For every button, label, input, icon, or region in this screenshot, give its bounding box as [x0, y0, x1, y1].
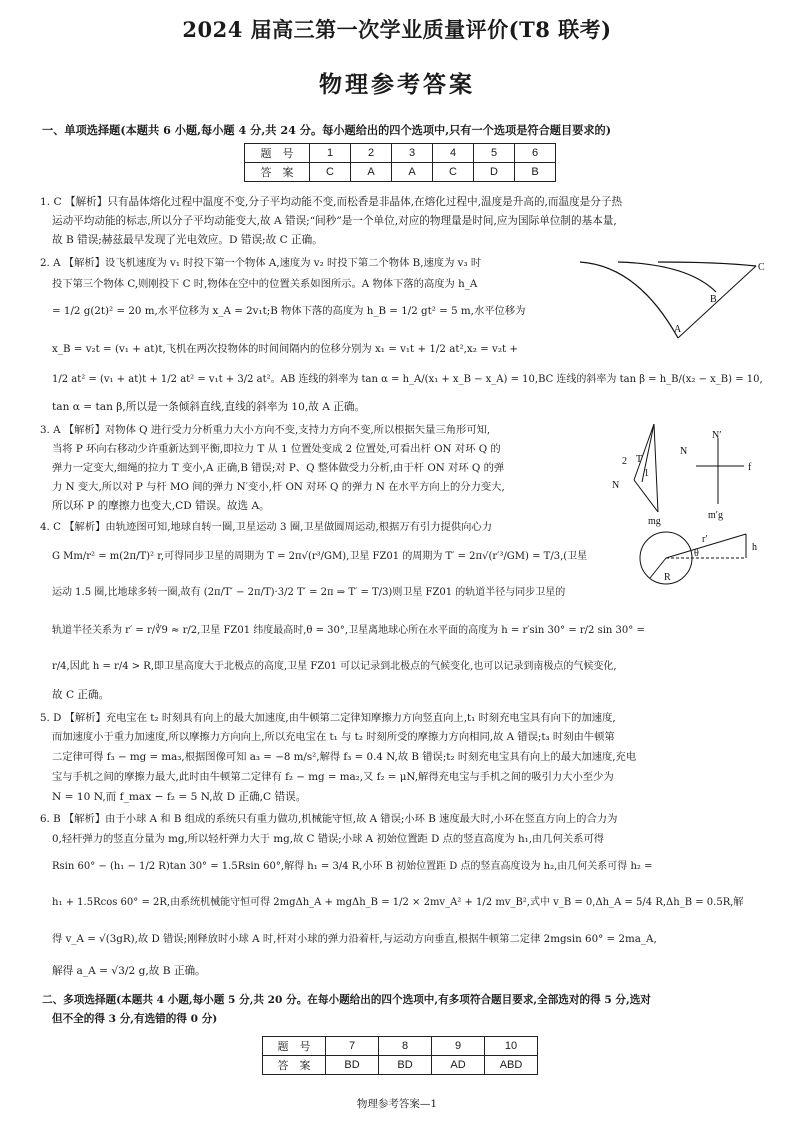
- q6-line: h₁ + 1.5Rcos 60° = 2R,由系统机械能守恒可得 2mgΔh_A + mgΔh_B = 1/2 × 2mv_A² + 1/2 mv_B²,式中 v_B = 0,Δh_A = 5/4 R,Δh_B = 0.5R,解: [52, 897, 744, 908]
- q4-orbit-figure: [636, 526, 766, 588]
- q3-line: 弹力一定变大,细绳的拉力 T 变小,A 正确,B 错误;对 P、Q 整体做受力分析,由于杆 ON 对环 Q 的弹: [52, 462, 505, 474]
- answer-cell: A: [392, 163, 433, 182]
- answer-cell: A: [351, 163, 392, 182]
- answer-title: 物理参考答案: [319, 71, 475, 98]
- fig4-label-theta: θ: [694, 548, 699, 559]
- q6-line: 0,轻杆弹力的竖直分量为 mg,所以轻杆弹力大于 mg,故 C 错误;小球 A 初始位置距 D 点的竖直高度为 h₁,由几何关系可得: [52, 833, 605, 845]
- fig2-label-b: B: [710, 294, 717, 305]
- section1-heading: 一、单项选择题(本题共 6 小题,每小题 4 分,共 24 分。每小题给出的四个选项中,只有一个选项是符合题目要求的): [42, 123, 612, 137]
- q6-line: 解得 a_A = √3/2 g,故 B 正确。: [52, 965, 206, 977]
- q2-line: 投下第三个物体 C,则刚投下 C 时,物体在空中的位置关系如图所示。A 物体下落的高度为 h_A: [52, 278, 478, 290]
- question-number: 7: [326, 1037, 379, 1056]
- fig3-label-t: T: [636, 454, 643, 465]
- answer-table-multi: [262, 1036, 538, 1075]
- answer-cell: C: [433, 163, 474, 182]
- q3-line: 所以环 P 的摩擦力也变大,CD 错误。故选 A。: [52, 500, 270, 512]
- table-row-label-answer: 答 案: [245, 163, 310, 182]
- fig3-label-n-prime: N′: [712, 430, 722, 441]
- answer-cell: D: [474, 163, 515, 182]
- answer-cell: AD: [432, 1056, 485, 1075]
- fig2-label-a: A: [674, 324, 682, 335]
- fig4-label-r-prime: r′: [702, 534, 708, 545]
- q2-line: = 1/2 g(2t)² = 20 m,水平位移为 x_A = 2v₁t;B 物体下落的高度为 h_B = 1/2 gt² = 5 m,水平位移为: [52, 305, 526, 317]
- question-number: 8: [379, 1037, 432, 1056]
- question-number: 6: [515, 144, 556, 163]
- page-footer: 物理参考答案—1: [356, 1098, 438, 1110]
- table-row-label-question: 题 号: [245, 144, 310, 163]
- q3-line: 当将 P 环向右移动少许重新达到平衡,即拉力 T 从 1 位置处变成 2 位置处,可看出杆 ON 对环 Q 的: [52, 443, 501, 455]
- question-number: 1: [310, 144, 351, 163]
- q5-line: 二定律可得 f₃ − mg = ma₃,根据图像可知 a₃ = −8 m/s²,解得 f₃ = 0.4 N,故 B 错误;t₂ 时刻充电宝具有向上的最大加速度,充电: [52, 751, 637, 763]
- fig3-label-n: N: [612, 480, 620, 491]
- question-number: 2: [351, 144, 392, 163]
- fig3-label-2: 2: [622, 456, 627, 467]
- q2-trajectory-figure: [578, 258, 768, 340]
- q6-line: 6. B 【解析】由于小球 A 和 B 组成的系统只有重力做功,机械能守恒,故 A 错误;小环 B 速度最大时,小环在竖直方向上的合力为: [40, 813, 618, 825]
- answer-cell: BD: [379, 1056, 432, 1075]
- question-number: 3: [392, 144, 433, 163]
- table-row-label-answer: 答 案: [263, 1056, 326, 1075]
- q6-line: Rsin 60° − (h₁ − 1/2 R)tan 30° = 1.5Rsin 60°,解得 h₁ = 3/4 R,小环 B 初始位置距 D 点的竖直高度设为 h₂,由几何关系可得 h₂ =: [52, 861, 653, 872]
- q2-line: tan α = tan β,所以是一条倾斜直线,直线的斜率为 10,故 A 正确。: [52, 401, 366, 413]
- fig4-label-h: h: [752, 542, 757, 553]
- q3-line: 力 N 变大,所以对 P 与杆 MO 间的弹力 N′变小,杆 ON 对环 Q 的弹力 N 在水平方向上的分力变大,: [52, 481, 505, 493]
- fig3-label-n2: N: [680, 446, 688, 457]
- q2-line: x_B = v₂t = (v₁ + at)t,飞机在两次投物体的时间间隔内的位移分别为 x₁ = v₁t + 1/2 at²,x₂ = v₂t +: [52, 343, 518, 355]
- q1-line: 故 B 错误;赫兹最早发现了光电效应。D 错误;故 C 正确。: [52, 234, 323, 246]
- answer-cell: BD: [326, 1056, 379, 1075]
- q4-line: 轨道半径关系为 r′ = r/∛9 ≈ r/2,卫星 FZ01 纬度最高时,θ = 30°,卫星离地球心所在水平面的高度为 h = r′sin 30° = r/2 sin 30° =: [52, 625, 645, 636]
- q5-line: 5. D 【解析】充电宝在 t₂ 时刻具有向上的最大加速度,由牛顿第二定律知摩擦力方向竖直向上,t₁ 时刻充电宝具有向下的加速度,: [40, 712, 616, 724]
- q3-line: 3. A 【解析】对物体 Q 进行受力分析重力大小方向不变,支持力方向不变,所以根据矢量三角形可知,: [40, 424, 491, 436]
- answer-cell: B: [515, 163, 556, 182]
- answer-cell: C: [310, 163, 351, 182]
- table-row-label-question: 题 号: [263, 1037, 326, 1056]
- question-number: 9: [432, 1037, 485, 1056]
- answer-cell: ABD: [485, 1056, 538, 1075]
- q5-line: 宝与手机之间的摩擦力最大,此时由牛顿第二定律有 f₂ − mg = ma₂,又 f₂ = μN,解得充电宝与手机之间的吸引力大小至少为: [52, 771, 614, 783]
- fig4-label-r: R: [664, 572, 671, 583]
- question-number: 10: [485, 1037, 538, 1056]
- q1-line: 1. C 【解析】只有晶体熔化过程中温度不变,分子平均动能不变,而松香是非晶体,在熔化过程中,温度是升高的,而温度是分子热: [40, 196, 623, 208]
- q4-line: 运动 1.5 圈,比地球多转一圈,故有 (2π/T′ − 2π/T)·3/2 T′ = 2π ⇒ T′ = T/3)则卫星 FZ01 的轨道半径与同步卫星的: [52, 587, 566, 598]
- section2-heading-cont: 但不全的得 3 分,有选错的得 0 分): [52, 1013, 218, 1025]
- q4-line: G Mm/r² = m(2π/T)² r,可得同步卫星的周期为 T = 2π√(r³/GM),卫星 FZ01 的周期为 T′ = 2π√(r′³/GM) = T/3,(卫星: [52, 551, 588, 562]
- q4-line: 故 C 正确。: [52, 689, 110, 701]
- q5-line: N = 10 N,而 f_max − f₂ = 5 N,故 D 正确,C 错误。: [52, 791, 307, 803]
- answer-table-single: [244, 143, 556, 182]
- exam-title: 2024 届高三第一次学业质量评价(T8 联考): [182, 17, 612, 42]
- q3-force-figure: [612, 420, 774, 527]
- fig3-label-mg: mg: [648, 516, 661, 527]
- q5-line: 而加速度小于重力加速度,所以摩擦力方向向上,所以充电宝在 t₁ 与 t₂ 时刻所受的摩擦力方向相同,故 A 错误;t₃ 时刻由牛顿第: [52, 731, 615, 743]
- section2-heading: 二、多项选择题(本题共 4 小题,每小题 5 分,共 20 分。在每小题给出的四个选项中,有多项符合题目要求,全部选对的得 5 分,选对: [42, 994, 651, 1006]
- q2-line: 1/2 at² = (v₁ + at)t + 1/2 at² = v₁t + 3/2 at²。AB 连线的斜率为 tan α = h_A/(x₁ + x_B − x_A) = 10,BC 连线的斜率为 tan β = h_B/(x₂ − x_B) = 10,: [52, 374, 763, 385]
- question-number: 4: [433, 144, 474, 163]
- fig3-label-m-prime-g: m′g: [708, 510, 723, 521]
- fig3-label-1: 1: [644, 468, 649, 479]
- fig2-label-c: C: [758, 262, 765, 273]
- q4-line: r/4,因此 h = r/4 > R,即卫星高度大于北极点的高度,卫星 FZ01 可以记录到北极点的气候变化,也可以记录到南极点的气候变化,: [52, 661, 617, 672]
- question-number: 5: [474, 144, 515, 163]
- fig3-label-f: f: [748, 462, 752, 473]
- q1-line: 运动平均动能的标志,所以分子平均动能变大,故 A 错误;“间秒”是一个单位,对应的物理量是时间,应为国际单位制的基本量,: [52, 215, 617, 227]
- q6-line: 得 v_A = √(3gR),故 D 错误;刚释放时小球 A 时,杆对小球的弹力沿着杆,与运动方向垂直,根据牛顿第二定律 2mgsin 60° = 2ma_A,: [52, 933, 657, 945]
- q2-line: 2. A 【解析】设飞机速度为 v₁ 时投下第一个物体 A,速度为 v₂ 时投下第二个物体 B,速度为 v₃ 时: [40, 257, 482, 269]
- q4-line: 4. C 【解析】由轨迹图可知,地球自转一圈,卫星运动 3 圈,卫星做圆周运动,根据万有引力提供向心力: [40, 521, 493, 533]
